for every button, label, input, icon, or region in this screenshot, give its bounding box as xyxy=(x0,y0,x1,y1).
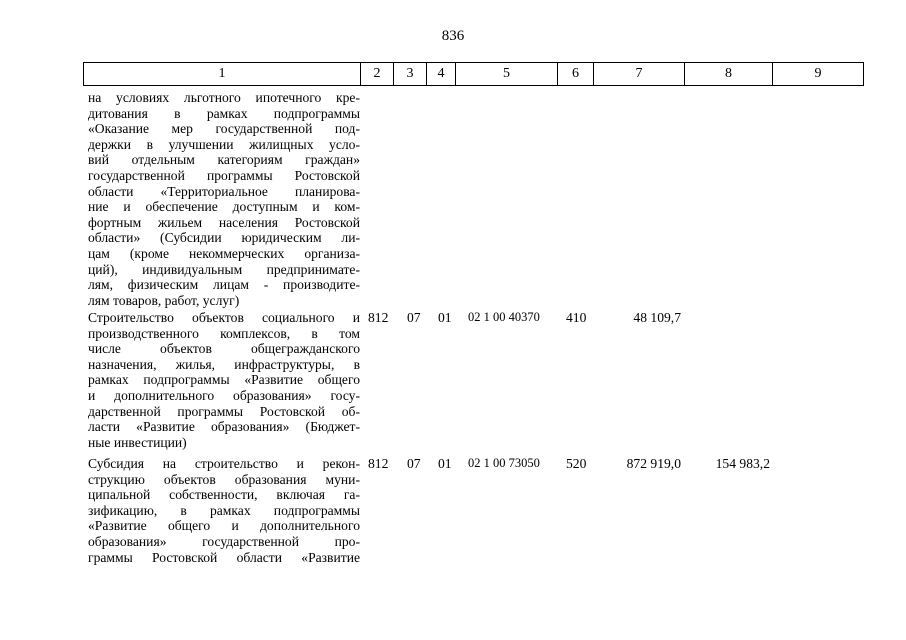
description-line: лям, физическим лицам - производите- xyxy=(88,277,360,293)
cell-ministry-code: 812 xyxy=(368,310,389,325)
description-line: назначения, жилья, инфраструктуры, в xyxy=(88,356,360,372)
description-line: дарственной программы Ростовской об- xyxy=(88,403,360,419)
cell-expense-type: 410 xyxy=(566,310,587,325)
header-cell-6: 6 xyxy=(558,63,594,86)
description-line: струкцию объектов образования муни- xyxy=(88,471,360,487)
cell-subsection-code: 01 xyxy=(438,456,452,471)
description-line: государственной программы Ростовской xyxy=(88,167,360,183)
description-line: и дополнительного образования» госу- xyxy=(88,387,360,403)
description-line: граммы Ростовской области «Развитие xyxy=(88,549,360,565)
row-description xyxy=(88,456,360,565)
header-cell-8: 8 xyxy=(685,63,773,86)
column-header-table xyxy=(83,62,864,86)
cell-amount-col7: 872 919,0 xyxy=(626,456,681,471)
header-cell-5: 5 xyxy=(456,63,558,86)
description-line: Субсидия на строительство и рекон- xyxy=(88,456,360,471)
page-number: 836 xyxy=(441,28,465,44)
description-line: лям товаров, работ, услуг) xyxy=(88,292,240,308)
row-description xyxy=(88,90,360,308)
description-line: числе объектов общегражданского xyxy=(88,341,360,357)
description-line: «Развитие общего и дополнительного xyxy=(88,518,360,534)
cell-section-code: 07 xyxy=(407,310,421,325)
cell-target-article: 02 1 00 40370 xyxy=(468,310,540,324)
cell-ministry-code: 812 xyxy=(368,456,389,471)
description-line: ние и обеспечение доступным и ком- xyxy=(88,199,360,215)
cell-amount-col7: 48 109,7 xyxy=(633,310,681,325)
header-cell-7: 7 xyxy=(594,63,685,86)
cell-section-code: 07 xyxy=(407,456,421,471)
cell-target-article: 02 1 00 73050 xyxy=(468,456,540,470)
description-line: области «Территориальное планирова- xyxy=(88,183,360,199)
header-cell-4: 4 xyxy=(427,63,456,86)
description-line: вий отдельным категориям граждан» xyxy=(88,152,360,168)
header-cell-2: 2 xyxy=(361,63,394,86)
description-line: «Оказание мер государственной под- xyxy=(88,121,360,137)
description-line: ные инвестиции) xyxy=(88,434,187,450)
header-row xyxy=(84,63,864,86)
description-line: зификацию, в рамках подпрограммы xyxy=(88,502,360,518)
cell-amount-col8: 154 983,2 xyxy=(715,456,770,471)
cell-expense-type: 520 xyxy=(566,456,587,471)
description-line: дитования в рамках подпрограммы xyxy=(88,105,360,121)
description-line: фортным жильем населения Ростовской xyxy=(88,214,360,230)
header-cell-9: 9 xyxy=(773,63,864,86)
description-line: области» (Субсидии юридическим ли- xyxy=(88,230,360,246)
description-line: ций), индивидуальным предпринимате- xyxy=(88,261,360,277)
description-line: на условиях льготного ипотечного кре- xyxy=(88,90,360,105)
header-cell-1: 1 xyxy=(84,63,361,86)
description-line: производственного комплексов, в том xyxy=(88,325,360,341)
header-cell-3: 3 xyxy=(394,63,427,86)
cell-subsection-code: 01 xyxy=(438,310,452,325)
description-line: рамках подпрограммы «Развитие общего xyxy=(88,372,360,388)
description-line: ципальной собственности, включая га- xyxy=(88,487,360,503)
description-line: цам (кроме некоммерческих организа- xyxy=(88,245,360,261)
description-line: держки в улучшении жилищных усло- xyxy=(88,136,360,152)
row-description xyxy=(88,310,360,450)
description-line: Строительство объектов социального и xyxy=(88,310,360,325)
description-line: ласти «Развитие образования» (Бюджет- xyxy=(88,419,360,435)
description-line: образования» государственной про- xyxy=(88,533,360,549)
